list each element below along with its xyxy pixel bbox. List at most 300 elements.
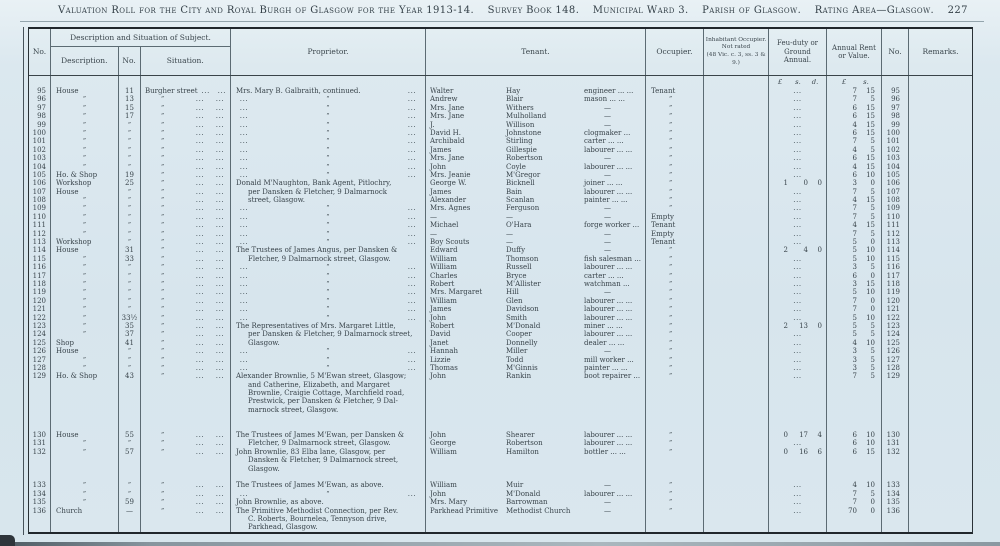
cell-feu-duty: ... bbox=[769, 196, 827, 204]
cell-inhabitant-occupier bbox=[704, 238, 769, 246]
cell-no-left: 110 bbox=[29, 213, 51, 221]
cell-proprietor: ... ” ... bbox=[231, 204, 426, 212]
cell-situation: ” ... ... bbox=[141, 137, 231, 145]
table-row bbox=[29, 347, 972, 355]
cell-street-no: 33½ bbox=[119, 314, 141, 322]
cell-proprietor: Dansken & Fletcher, 9 Dalmarnock street, bbox=[231, 456, 426, 464]
cell-no-left: 107 bbox=[29, 188, 51, 196]
cell-situation: ” ... ... bbox=[141, 507, 231, 515]
cell-feu-duty: 2 4 0 bbox=[769, 246, 827, 254]
table-row bbox=[29, 95, 972, 103]
cell-remarks bbox=[909, 305, 972, 313]
cell-inhabitant-occupier bbox=[704, 121, 769, 129]
table-row bbox=[29, 246, 972, 254]
cell-street-no: 57 bbox=[119, 448, 141, 456]
cell-annual-rent: 5 10 bbox=[827, 314, 882, 322]
cell-no-left: 95 bbox=[29, 87, 51, 95]
cell-street-no: ” bbox=[119, 196, 141, 204]
cell-no-left: 134 bbox=[29, 490, 51, 498]
cell-street-no: 43 bbox=[119, 372, 141, 380]
column-header-inhabitant-occupier: Inhabitant Occupier. Not rated (48 Vic. c. 3, ss. 3 & 9.) bbox=[704, 29, 769, 75]
cell-description: Church bbox=[51, 507, 119, 515]
cell-street-no: ” bbox=[119, 280, 141, 288]
cell-proprietor: The Trustees of James M'Ewan, per Dansken & bbox=[231, 431, 426, 439]
cell-occupier: ” bbox=[646, 431, 704, 439]
cell-no-right: 124 bbox=[882, 330, 909, 338]
cell-tenant: John Coyle labourer ... ... bbox=[426, 163, 646, 171]
cell-proprietor: Parkhead, Glasgow. bbox=[231, 523, 426, 531]
cell-tenant: Mrs. Mary Barrowman — bbox=[426, 498, 646, 506]
cell-description: House bbox=[51, 347, 119, 355]
cell-annual-rent: 5 10 bbox=[827, 288, 882, 296]
table-row bbox=[29, 179, 972, 187]
cell-tenant bbox=[426, 381, 646, 389]
cell-occupier bbox=[646, 397, 704, 405]
cell-no-left bbox=[29, 406, 51, 414]
cell-description: House bbox=[51, 431, 119, 439]
table-row bbox=[29, 163, 972, 171]
cell-street-no: ” bbox=[119, 481, 141, 489]
cell-feu-duty: ... bbox=[769, 490, 827, 498]
cell-no-right: 128 bbox=[882, 364, 909, 372]
table-row bbox=[29, 272, 972, 280]
cell-occupier: ” bbox=[646, 347, 704, 355]
cell-annual-rent bbox=[827, 456, 882, 464]
cell-no-left: 133 bbox=[29, 481, 51, 489]
column-header-no-left: No. bbox=[29, 29, 51, 75]
cell-annual-rent bbox=[827, 473, 882, 481]
cell-description: ” bbox=[51, 196, 119, 204]
table-row bbox=[29, 381, 972, 389]
cell-proprietor: ... ” ... bbox=[231, 154, 426, 162]
cell-no-left: 120 bbox=[29, 297, 51, 305]
cell-situation bbox=[141, 414, 231, 422]
cell-no-left: 112 bbox=[29, 230, 51, 238]
cell-remarks bbox=[909, 221, 972, 229]
cell-proprietor: ... ” ... bbox=[231, 288, 426, 296]
cell-inhabitant-occupier bbox=[704, 188, 769, 196]
left-page-rule bbox=[23, 27, 24, 535]
cell-inhabitant-occupier bbox=[704, 112, 769, 120]
cell-proprietor: ... ” ... bbox=[231, 221, 426, 229]
cell-situation: ” ... ... bbox=[141, 272, 231, 280]
cell-feu-duty: ... bbox=[769, 330, 827, 338]
cell-feu-duty: ... bbox=[769, 112, 827, 120]
cell-occupier: ” bbox=[646, 137, 704, 145]
cell-street-no: ” bbox=[119, 305, 141, 313]
cell-feu-duty bbox=[769, 423, 827, 431]
cell-annual-rent: 3 0 bbox=[827, 179, 882, 187]
cell-proprietor: Donald M'Naughton, Bank Agent, Pitlochry, bbox=[231, 179, 426, 187]
cell-tenant bbox=[426, 473, 646, 481]
cell-feu-duty: 0 17 4 bbox=[769, 431, 827, 439]
cell-description: ” bbox=[51, 297, 119, 305]
cell-remarks bbox=[909, 179, 972, 187]
cell-remarks bbox=[909, 188, 972, 196]
cell-no-right: 110 bbox=[882, 213, 909, 221]
table-row bbox=[29, 204, 972, 212]
cell-feu-duty bbox=[769, 397, 827, 405]
cell-tenant: David H. Johnstone clogmaker ... bbox=[426, 129, 646, 137]
cell-no-right: 115 bbox=[882, 255, 909, 263]
table-row bbox=[29, 389, 972, 397]
cell-occupier: ” bbox=[646, 356, 704, 364]
cell-no-right: 107 bbox=[882, 188, 909, 196]
cell-street-no: ” bbox=[119, 188, 141, 196]
cell-annual-rent: 4 15 bbox=[827, 163, 882, 171]
cell-street-no: ” bbox=[119, 297, 141, 305]
cell-tenant: Michael O'Hara forge worker ... bbox=[426, 221, 646, 229]
column-header-annual-rent: Annual Rent or Value. bbox=[827, 29, 882, 75]
cell-annual-rent: 6 15 bbox=[827, 129, 882, 137]
cell-inhabitant-occupier bbox=[704, 423, 769, 431]
cell-street-no: ” bbox=[119, 272, 141, 280]
cell-situation: ” ... ... bbox=[141, 339, 231, 347]
cell-situation bbox=[141, 397, 231, 405]
feu-units: £ s. d. bbox=[769, 76, 827, 87]
cell-occupier: ” bbox=[646, 507, 704, 515]
table-row bbox=[29, 330, 972, 338]
cell-situation: ” ... ... bbox=[141, 255, 231, 263]
cell-situation: ” ... ... bbox=[141, 188, 231, 196]
cell-inhabitant-occupier bbox=[704, 221, 769, 229]
table-row bbox=[29, 238, 972, 246]
cell-remarks bbox=[909, 255, 972, 263]
cell-remarks bbox=[909, 230, 972, 238]
cell-description: ” bbox=[51, 129, 119, 137]
cell-proprietor: ... ” ... bbox=[231, 297, 426, 305]
cell-annual-rent: 7 5 bbox=[827, 372, 882, 380]
cell-proprietor: per Dansken & Fletcher, 9 Dalmarnock street, bbox=[231, 330, 426, 338]
cell-inhabitant-occupier bbox=[704, 314, 769, 322]
cell-tenant: James Bain labourer ... ... bbox=[426, 188, 646, 196]
cell-feu-duty: ... bbox=[769, 280, 827, 288]
cell-remarks bbox=[909, 381, 972, 389]
cell-feu-duty: ... bbox=[769, 213, 827, 221]
cell-remarks bbox=[909, 129, 972, 137]
cell-feu-duty: 0 16 6 bbox=[769, 448, 827, 456]
page-number: 227 bbox=[947, 5, 968, 16]
cell-situation: ” ... ... bbox=[141, 356, 231, 364]
cell-feu-duty bbox=[769, 515, 827, 523]
cell-street-no: ” bbox=[119, 213, 141, 221]
cell-occupier: Tenant bbox=[646, 238, 704, 246]
cell-street-no: ” bbox=[119, 137, 141, 145]
table-row bbox=[29, 364, 972, 372]
cell-annual-rent: 7 15 bbox=[827, 87, 882, 95]
cell-description: ” bbox=[51, 154, 119, 162]
cell-annual-rent bbox=[827, 523, 882, 531]
cell-inhabitant-occupier bbox=[704, 179, 769, 187]
cell-no-left bbox=[29, 397, 51, 405]
cell-occupier bbox=[646, 523, 704, 531]
cell-street-no: 55 bbox=[119, 431, 141, 439]
cell-remarks bbox=[909, 146, 972, 154]
cell-situation bbox=[141, 456, 231, 464]
cell-no-right: 132 bbox=[882, 448, 909, 456]
cell-remarks bbox=[909, 364, 972, 372]
cell-situation: ” ... ... bbox=[141, 179, 231, 187]
cell-proprietor: John Brownlie, as above. bbox=[231, 498, 426, 506]
cell-proprietor: ... ” ... bbox=[231, 347, 426, 355]
cell-feu-duty: ... bbox=[769, 255, 827, 263]
cell-street-no: ” bbox=[119, 263, 141, 271]
cell-street-no: 17 bbox=[119, 112, 141, 120]
cell-inhabitant-occupier bbox=[704, 246, 769, 254]
cell-no-left bbox=[29, 389, 51, 397]
cell-description: ” bbox=[51, 146, 119, 154]
cell-situation: ” ... ... bbox=[141, 129, 231, 137]
column-header-desc-group: Description and Situation of Subject. bbox=[51, 29, 230, 47]
cell-occupier: ” bbox=[646, 364, 704, 372]
cell-description: ” bbox=[51, 204, 119, 212]
cell-proprietor: marnock street, Glasgow. bbox=[231, 406, 426, 414]
column-header-feu-duty: Feu-duty or Ground Annual. bbox=[769, 29, 827, 75]
cell-no-right: 103 bbox=[882, 154, 909, 162]
cell-description bbox=[51, 473, 119, 481]
cell-situation: ” ... ... bbox=[141, 263, 231, 271]
cell-remarks bbox=[909, 112, 972, 120]
cell-proprietor: The Trustees of James M'Ewan, as above. bbox=[231, 481, 426, 489]
cell-annual-rent: 7 0 bbox=[827, 297, 882, 305]
cell-annual-rent: 3 5 bbox=[827, 347, 882, 355]
cell-occupier: ” bbox=[646, 339, 704, 347]
cell-inhabitant-occupier bbox=[704, 288, 769, 296]
cell-annual-rent: 5 0 bbox=[827, 238, 882, 246]
cell-proprietor: ... ” ... bbox=[231, 314, 426, 322]
cell-street-no bbox=[119, 523, 141, 531]
cell-proprietor: ... ” ... bbox=[231, 146, 426, 154]
cell-street-no bbox=[119, 456, 141, 464]
cell-street-no: ” bbox=[119, 238, 141, 246]
cell-occupier: ” bbox=[646, 204, 704, 212]
cell-remarks bbox=[909, 272, 972, 280]
cell-tenant: Mrs. Jane Robertson — bbox=[426, 154, 646, 162]
cell-no-right: 127 bbox=[882, 356, 909, 364]
cell-no-left: 121 bbox=[29, 305, 51, 313]
cell-no-right bbox=[882, 456, 909, 464]
cell-situation: ” ... ... bbox=[141, 246, 231, 254]
table-row bbox=[29, 288, 972, 296]
cell-description: ” bbox=[51, 314, 119, 322]
cell-inhabitant-occupier bbox=[704, 490, 769, 498]
cell-no-right: 136 bbox=[882, 507, 909, 515]
cell-proprietor: ... ” ... bbox=[231, 280, 426, 288]
cell-description: Ho. & Shop bbox=[51, 372, 119, 380]
cell-proprietor bbox=[231, 414, 426, 422]
cell-occupier: ” bbox=[646, 112, 704, 120]
cell-tenant: Mrs. Agnes Ferguson — bbox=[426, 204, 646, 212]
cell-annual-rent: 3 5 bbox=[827, 263, 882, 271]
cell-proprietor: ... ” ... bbox=[231, 230, 426, 238]
cell-annual-rent: 5 10 bbox=[827, 246, 882, 254]
cell-remarks bbox=[909, 204, 972, 212]
cell-street-no: ” bbox=[119, 129, 141, 137]
cell-occupier: ” bbox=[646, 104, 704, 112]
cell-no-right: 117 bbox=[882, 272, 909, 280]
cell-feu-duty bbox=[769, 456, 827, 464]
table-row bbox=[29, 230, 972, 238]
cell-no-left bbox=[29, 473, 51, 481]
cell-proprietor bbox=[231, 423, 426, 431]
cell-no-left: 119 bbox=[29, 288, 51, 296]
cell-inhabitant-occupier bbox=[704, 137, 769, 145]
cell-proprietor: ... ” ... bbox=[231, 171, 426, 179]
cell-tenant: John M'Donald labourer ... ... bbox=[426, 490, 646, 498]
cell-situation: ” ... ... bbox=[141, 364, 231, 372]
cell-street-no: 11 bbox=[119, 87, 141, 95]
table-row bbox=[29, 507, 972, 515]
cell-inhabitant-occupier bbox=[704, 439, 769, 447]
cell-proprietor: ... ” ... bbox=[231, 121, 426, 129]
cell-tenant: John Shearer labourer ... ... bbox=[426, 431, 646, 439]
cell-inhabitant-occupier bbox=[704, 272, 769, 280]
table-row bbox=[29, 263, 972, 271]
cell-feu-duty bbox=[769, 389, 827, 397]
cell-proprietor: Alexander Brownlie, 5 M'Ewan street, Glasgow; bbox=[231, 372, 426, 380]
cell-no-right: 101 bbox=[882, 137, 909, 145]
table-row bbox=[29, 280, 972, 288]
cell-inhabitant-occupier bbox=[704, 305, 769, 313]
cell-feu-duty: ... bbox=[769, 104, 827, 112]
cell-proprietor: Glasgow. bbox=[231, 339, 426, 347]
cell-annual-rent: 6 15 bbox=[827, 448, 882, 456]
cell-proprietor: street, Glasgow. bbox=[231, 196, 426, 204]
cell-annual-rent: 7 5 bbox=[827, 230, 882, 238]
cell-occupier: ” bbox=[646, 95, 704, 103]
table-row bbox=[29, 137, 972, 145]
cell-street-no: ” bbox=[119, 288, 141, 296]
cell-occupier: ” bbox=[646, 280, 704, 288]
cell-remarks bbox=[909, 490, 972, 498]
cell-no-left: 126 bbox=[29, 347, 51, 355]
cell-annual-rent: 4 10 bbox=[827, 339, 882, 347]
cell-tenant: David Cooper labourer ... ... bbox=[426, 330, 646, 338]
cell-situation: ” ... ... bbox=[141, 481, 231, 489]
cell-remarks bbox=[909, 95, 972, 103]
cell-proprietor: and Catherine, Elizabeth, and Margaret bbox=[231, 381, 426, 389]
cell-no-left: 125 bbox=[29, 339, 51, 347]
cell-remarks bbox=[909, 238, 972, 246]
cell-proprietor: C. Roberts, Bournelea, Tennyson drive, bbox=[231, 515, 426, 523]
cell-inhabitant-occupier bbox=[704, 280, 769, 288]
cell-tenant bbox=[426, 523, 646, 531]
cell-no-right bbox=[882, 515, 909, 523]
cell-tenant: Mrs. Jeanie M'Gregor — bbox=[426, 171, 646, 179]
cell-remarks bbox=[909, 339, 972, 347]
cell-proprietor: ... ” ... bbox=[231, 137, 426, 145]
cell-description: ” bbox=[51, 364, 119, 372]
cell-description: ” bbox=[51, 448, 119, 456]
cell-no-right: 114 bbox=[882, 246, 909, 254]
cell-street-no: ” bbox=[119, 347, 141, 355]
cell-inhabitant-occupier bbox=[704, 230, 769, 238]
cell-street-no: 19 bbox=[119, 171, 141, 179]
cell-situation bbox=[141, 381, 231, 389]
cell-occupier: ” bbox=[646, 305, 704, 313]
title-main: Valuation Roll for the City and Royal Burgh of Glasgow for the Year 1913-14. bbox=[58, 5, 475, 16]
cell-tenant: James Gillespie labourer ... ... bbox=[426, 146, 646, 154]
cell-description: ” bbox=[51, 288, 119, 296]
cell-annual-rent: 6 10 bbox=[827, 439, 882, 447]
cell-occupier: ” bbox=[646, 322, 704, 330]
cell-remarks bbox=[909, 465, 972, 473]
cell-no-left: 115 bbox=[29, 255, 51, 263]
cell-occupier: Empty bbox=[646, 213, 704, 221]
cell-proprietor: ... ” ... bbox=[231, 104, 426, 112]
cell-description: ” bbox=[51, 163, 119, 171]
cell-street-no: ” bbox=[119, 146, 141, 154]
cell-description: Shop bbox=[51, 339, 119, 347]
cell-proprietor: Brownlie, Craigie Cottage, Marchfield road, bbox=[231, 389, 426, 397]
cell-situation: ” ... ... bbox=[141, 297, 231, 305]
cell-feu-duty: ... bbox=[769, 507, 827, 515]
table-row bbox=[29, 87, 972, 95]
cell-inhabitant-occupier bbox=[704, 481, 769, 489]
cell-inhabitant-occupier bbox=[704, 322, 769, 330]
cell-street-no: 25 bbox=[119, 179, 141, 187]
cell-feu-duty: ... bbox=[769, 121, 827, 129]
cell-tenant: William Glen labourer ... ... bbox=[426, 297, 646, 305]
cell-street-no: 31 bbox=[119, 246, 141, 254]
cell-occupier: Empty bbox=[646, 230, 704, 238]
cell-tenant: Archibald Stirling carter ... ... bbox=[426, 137, 646, 145]
cell-annual-rent bbox=[827, 397, 882, 405]
column-header-tenant: Tenant. bbox=[426, 29, 646, 75]
cell-annual-rent: 6 10 bbox=[827, 431, 882, 439]
cell-street-no bbox=[119, 423, 141, 431]
cell-feu-duty: ... bbox=[769, 137, 827, 145]
cell-feu-duty: ... bbox=[769, 481, 827, 489]
cell-occupier: ” bbox=[646, 297, 704, 305]
cell-annual-rent bbox=[827, 381, 882, 389]
cell-feu-duty: ... bbox=[769, 272, 827, 280]
cell-occupier: ” bbox=[646, 314, 704, 322]
cell-no-right bbox=[882, 465, 909, 473]
cell-situation: ” ... ... bbox=[141, 431, 231, 439]
cell-no-left: 129 bbox=[29, 372, 51, 380]
cell-situation bbox=[141, 465, 231, 473]
column-header-occupier: Occupier. bbox=[646, 29, 704, 75]
cell-description: ” bbox=[51, 490, 119, 498]
cell-annual-rent: 5 5 bbox=[827, 330, 882, 338]
cell-inhabitant-occupier bbox=[704, 104, 769, 112]
cell-inhabitant-occupier bbox=[704, 129, 769, 137]
cell-occupier: ” bbox=[646, 154, 704, 162]
cell-no-right: 123 bbox=[882, 322, 909, 330]
cell-annual-rent: 4 15 bbox=[827, 196, 882, 204]
rent-units: £ s. bbox=[827, 76, 882, 87]
cell-description: ” bbox=[51, 439, 119, 447]
cell-occupier: Tenant bbox=[646, 221, 704, 229]
cell-feu-duty: ... bbox=[769, 163, 827, 171]
cell-no-right: 97 bbox=[882, 104, 909, 112]
cell-tenant: Thomas M'Ginnis painter ... ... bbox=[426, 364, 646, 372]
cell-street-no: — bbox=[119, 507, 141, 515]
table-row bbox=[29, 423, 972, 431]
cell-tenant: William Muir — bbox=[426, 481, 646, 489]
cell-occupier: ” bbox=[646, 498, 704, 506]
cell-situation: ” ... ... bbox=[141, 196, 231, 204]
table-row bbox=[29, 188, 972, 196]
cell-annual-rent: 6 0 bbox=[827, 272, 882, 280]
cell-remarks bbox=[909, 372, 972, 380]
cell-description: Workshop bbox=[51, 179, 119, 187]
cell-inhabitant-occupier bbox=[704, 507, 769, 515]
cell-description bbox=[51, 381, 119, 389]
cell-no-right: 112 bbox=[882, 230, 909, 238]
cell-tenant: James Davidson labourer ... ... bbox=[426, 305, 646, 313]
